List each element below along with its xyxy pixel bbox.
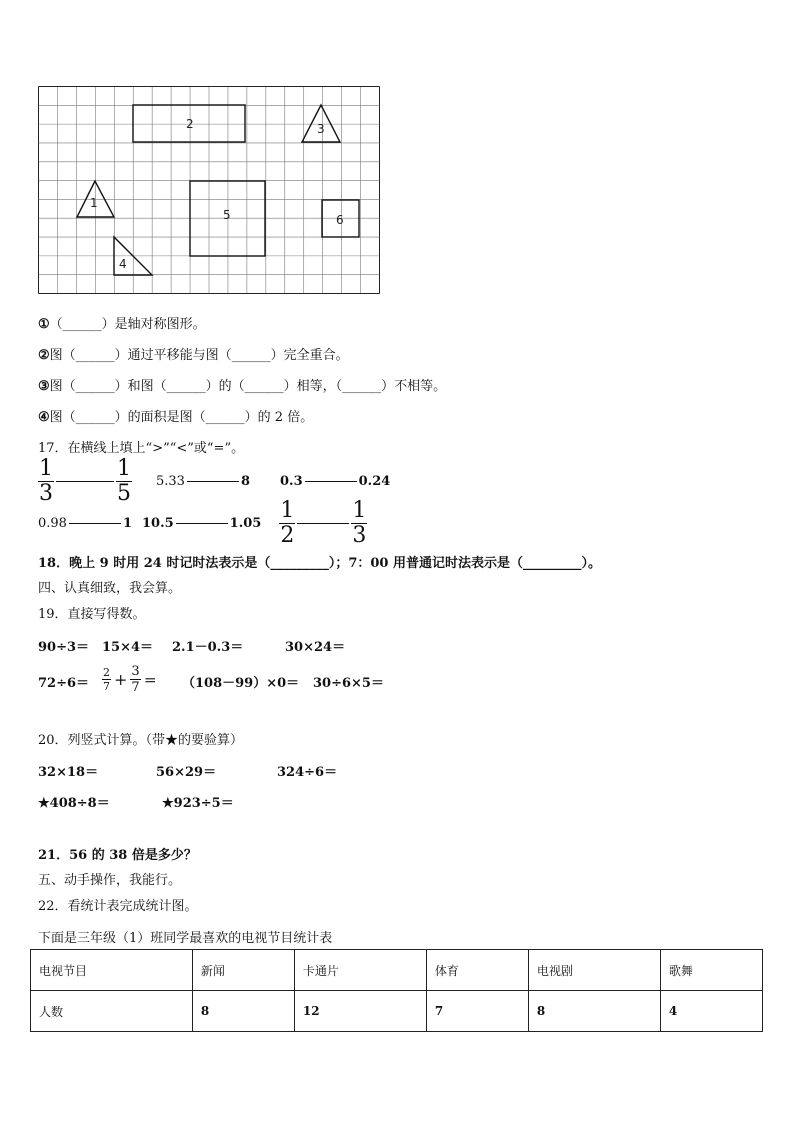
fraction xyxy=(38,455,54,506)
fraction xyxy=(279,497,295,548)
answer-line[interactable] xyxy=(187,480,239,482)
answer-line[interactable] xyxy=(305,480,357,482)
q21-text: 21．56 的 38 倍是多少？ xyxy=(38,848,197,863)
q16-text: 图（______）通过平移能与图（______）完全重合。 xyxy=(49,348,349,363)
numerator: 1 xyxy=(117,455,131,481)
q20-row-1-item-2: 56×29＝ xyxy=(156,765,217,780)
q20-row-1-item-3: 324÷6＝ xyxy=(277,765,338,780)
numerator: 3 xyxy=(131,663,140,679)
table-cell: 8 xyxy=(528,991,660,1032)
table-header-cell: 卡通片 xyxy=(294,950,426,991)
shape-label-2: 2 xyxy=(186,117,194,131)
fraction xyxy=(351,497,367,548)
grid-figure xyxy=(38,86,380,294)
q22-heading: 22．看统计表完成统计图。 xyxy=(38,899,198,914)
shape-label-5: 5 xyxy=(223,208,231,222)
q16-text: 图（______）和图（______）的（______）相等，（______）不相等。 xyxy=(49,379,447,394)
table-header-cell: 体育 xyxy=(426,950,528,991)
q20-row-2-item-1: ★408÷8＝ xyxy=(38,796,110,811)
compare-left: 0.3 xyxy=(280,473,303,489)
q19-row-1-item-4: 30×24＝ xyxy=(285,640,346,655)
numerator: 1 xyxy=(39,455,53,481)
q19-heading: 19．直接写得数。 xyxy=(38,607,146,622)
q16-marker: ② xyxy=(38,348,50,363)
compare-left: 0.98 xyxy=(38,515,67,531)
q17-row-1 xyxy=(38,455,391,506)
fraction xyxy=(130,665,140,694)
numerator: 1 xyxy=(352,497,367,523)
q17-heading: 17．在横线上填上“>”“<”或“=”。 xyxy=(38,441,245,456)
shape-label-4: 4 xyxy=(119,257,127,271)
table-cell: 7 xyxy=(426,991,528,1032)
table-header-cell: 歌舞 xyxy=(660,950,762,991)
table-caption: 下面是三年级（1）班同学最喜欢的电视节目统计表 xyxy=(38,931,333,946)
denominator: 3 xyxy=(352,522,367,548)
numerator: 1 xyxy=(280,497,295,523)
table-row xyxy=(31,991,763,1032)
answer-line[interactable] xyxy=(69,522,121,524)
compare-right: 1.05 xyxy=(229,515,262,531)
q16-item-2 xyxy=(38,344,349,363)
q16-marker: ① xyxy=(38,317,50,332)
table-cell: 4 xyxy=(660,991,762,1032)
table-cell: 人数 xyxy=(31,991,193,1032)
q16-marker: ④ xyxy=(38,410,50,425)
compare-right: 8 xyxy=(240,473,250,489)
equals-sign: ＝ xyxy=(143,673,157,689)
grid-lines xyxy=(39,87,380,294)
q16-text: （______）是轴对称图形。 xyxy=(49,317,206,332)
denominator: 3 xyxy=(39,480,53,506)
answer-line[interactable] xyxy=(176,522,228,524)
fraction xyxy=(116,455,132,506)
denominator: 5 xyxy=(117,480,131,506)
answer-line[interactable] xyxy=(297,522,349,524)
table-header-cell: 电视节目 xyxy=(31,950,193,991)
shape-label-3: 3 xyxy=(317,122,325,136)
q19-row-1-item-2: 15×4＝ xyxy=(102,640,154,655)
q20-row-2-item-2: ★923÷5＝ xyxy=(162,796,234,811)
q19-row-2-fraction-sum xyxy=(102,661,157,697)
q16-item-3 xyxy=(38,375,446,394)
q16-item-1 xyxy=(38,313,206,332)
q17-row-2 xyxy=(38,497,367,548)
q16-text: 图（______）的面积是图（______）的 2 倍。 xyxy=(49,410,314,425)
table-header-cell: 新闻 xyxy=(192,950,294,991)
table-header-cell: 电视剧 xyxy=(528,950,660,991)
q19-row-2-item-3: （108－99）×0＝ xyxy=(182,676,300,691)
section-4-title: 四、认真细致，我会算。 xyxy=(38,581,182,596)
numerator: 2 xyxy=(103,665,110,679)
denominator: 7 xyxy=(103,679,110,693)
denominator: 7 xyxy=(131,679,140,695)
q16-marker: ③ xyxy=(38,379,50,394)
denominator: 2 xyxy=(280,522,295,548)
q19-row-2-item-4: 30÷6×5＝ xyxy=(313,676,384,691)
q20-row-1-item-1: 32×18＝ xyxy=(38,765,99,780)
compare-left: 10.5 xyxy=(142,515,174,531)
compare-left: 5.33 xyxy=(156,473,185,489)
table-header-row xyxy=(31,950,763,991)
section-5-title: 五、动手操作，我能行。 xyxy=(38,873,182,888)
compare-right: 1 xyxy=(122,515,132,531)
q20-heading: 20．列竖式计算。（带★的要验算） xyxy=(38,733,244,748)
answer-line[interactable] xyxy=(56,480,114,482)
shape-label-1: 1 xyxy=(90,196,98,210)
tv-program-table xyxy=(30,949,763,1032)
q19-row-1-item-1: 90÷3＝ xyxy=(38,640,90,655)
compare-right: 0.24 xyxy=(358,473,391,489)
q19-row-2-item-1: 72÷6＝ xyxy=(38,676,90,691)
table-cell: 8 xyxy=(192,991,294,1032)
shape-label-6: 6 xyxy=(336,213,344,227)
q18-text: 18．晚上 9 时用 24 时记时法表示是（_________）；7：00 用普通记时法表示是（_________）。 xyxy=(38,556,601,571)
q19-row-1-item-3: 2.1－0.3＝ xyxy=(172,640,244,655)
table-cell: 12 xyxy=(294,991,426,1032)
fraction xyxy=(102,667,111,692)
plus-sign: + xyxy=(114,669,128,689)
q16-item-4 xyxy=(38,406,313,425)
